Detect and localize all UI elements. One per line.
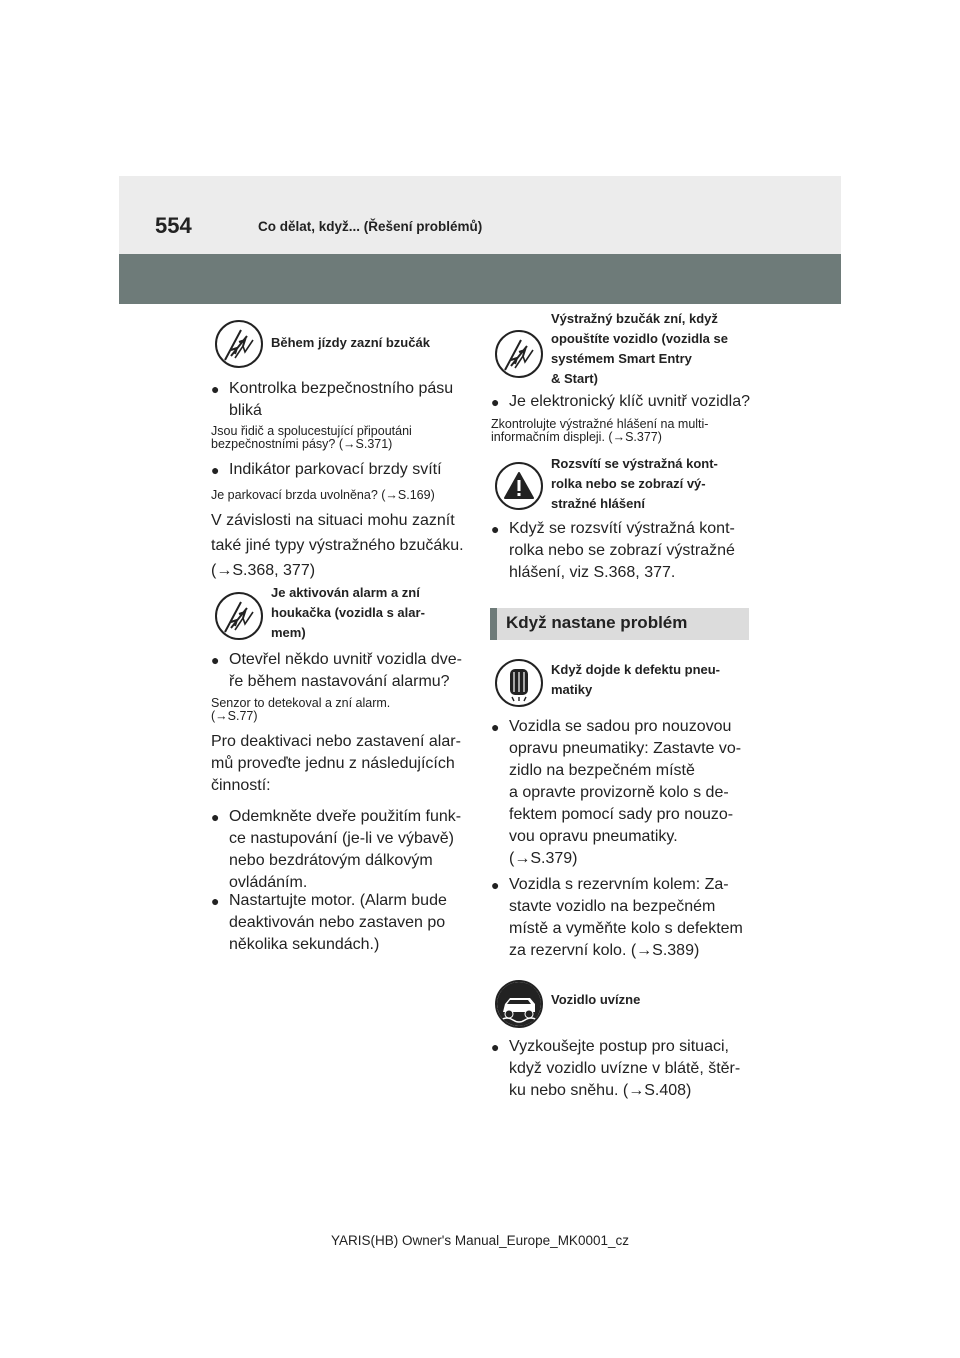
icon-caption-line: rolka nebo se zobrazí vý- — [551, 476, 706, 491]
icon-caption-line: Když dojde k defektu pneu- — [551, 662, 721, 677]
list-item-line: hlášení, viz S.368, 377. — [509, 564, 676, 581]
list-item-line: Odemkněte dveře použitím funk- — [229, 808, 462, 825]
list-item-line: zidlo na bezpečném místě — [509, 762, 695, 779]
list-item-line: fektem pomocí sady pro nouzo- — [509, 806, 734, 823]
bullet-dot: ● — [491, 877, 500, 893]
paragraph-line: činností: — [211, 777, 271, 794]
list-item-line: (→S.379) — [509, 850, 578, 867]
list-item-line: a opravte provizorně kolo s de- — [509, 784, 729, 801]
paragraph-line: také jiné typy výstražného bzučáku. — [211, 537, 464, 554]
list-item — [491, 874, 761, 962]
list-item — [491, 518, 761, 584]
footer: YARIS(HB) Owner's Manual_Europe_MK0001_cz — [331, 1233, 629, 1248]
buzzer-icon — [215, 320, 263, 368]
alarm-icon — [215, 592, 263, 640]
list-item-line: opravu pneumatiky: Zastavte vo- — [509, 740, 742, 757]
note-line: Zkontrolujte výstražné hlášení na multi- — [491, 417, 709, 431]
icon-caption: Vozidlo uvízne — [551, 992, 641, 1007]
list-item — [491, 716, 761, 870]
list-item-line: Vozidla se sadou pro nouzovou — [509, 718, 732, 735]
list-item-line: za rezervní kolo. (→S.389) — [509, 942, 700, 959]
paragraph-line: V závislosti na situaci mohu zaznít — [211, 512, 455, 529]
icon-caption-line: systémem Smart Entry — [551, 351, 692, 366]
icon-caption-line: Je aktivován alarm a zní — [271, 585, 420, 600]
list-item-line: ce nastupování (je-li ve výbavě) — [229, 830, 454, 847]
section-heading — [490, 608, 749, 640]
list-item-line: deaktivován nebo zastaven po — [229, 914, 446, 931]
list-item-line: místě a vyměňte kolo s defektem — [509, 920, 743, 937]
paragraph — [211, 510, 464, 582]
list-item — [491, 391, 761, 413]
list-item-line: Když se rozsvítí výstražná kont- — [509, 520, 735, 537]
list-item-line: Vyzkoušejte postup pro situaci, — [509, 1038, 729, 1055]
list-item-line: ovládáním. — [229, 874, 308, 891]
icon-caption: Během jízdy zazní bzučák — [271, 335, 430, 350]
paragraph — [211, 731, 461, 797]
list-item-line: několika sekundách.) — [229, 936, 380, 953]
note-line: Jsou řidič a spolucestující připoutáni — [211, 424, 412, 438]
list-item — [211, 649, 476, 693]
list-item-line: Je elektronický klíč uvnitř vozidla? — [509, 393, 750, 410]
list-item — [211, 459, 476, 481]
note-line: (→S.77) — [211, 709, 258, 723]
buzzer-icon — [495, 330, 543, 378]
paragraph-line: Pro deaktivaci nebo zastavení alar- — [211, 733, 461, 750]
icon-caption-line: houkačka (vozidla s alar- — [271, 605, 425, 620]
note — [211, 697, 390, 723]
note-line: Senzor to detekoval a zní alarm. — [211, 696, 391, 710]
warning-icon — [495, 462, 543, 510]
list-item-line: Indikátor parkovací brzdy svítí — [229, 461, 442, 478]
list-item-line: ku nebo sněhu. (→S.408) — [509, 1082, 692, 1099]
header-band — [119, 176, 841, 254]
list-item — [211, 806, 476, 894]
bullet-dot: ● — [211, 652, 220, 668]
header-dark-band — [119, 254, 841, 304]
icon-caption-line: opouštíte vozidlo (vozidla se — [551, 331, 728, 346]
icon-caption — [551, 309, 728, 389]
list-item — [491, 1036, 761, 1102]
list-item-line: Otevřel někdo uvnitř vozidla dve- — [229, 651, 462, 668]
paragraph-line: (→S.368, 377) — [211, 562, 316, 579]
bullet-dot: ● — [491, 1039, 500, 1055]
list-item-line: bliká — [229, 402, 262, 419]
page-title: Co dělat, když... (Řešení problémů) — [258, 219, 483, 234]
icon-caption — [271, 583, 425, 643]
list-item-line: rolka nebo se zobrazí výstražné — [509, 542, 735, 559]
list-item — [211, 378, 476, 422]
bullet-dot: ● — [211, 893, 220, 909]
list-item-line: Vozidla s rezervním kolem: Za- — [509, 876, 729, 893]
list-item-line: ře během nastavování alarmu? — [229, 673, 450, 690]
icon-caption — [551, 454, 718, 514]
list-item-line: nebo bezdrátovým dálkovým — [229, 852, 433, 869]
icon-caption-line: Rozsvítí se výstražná kont- — [551, 456, 718, 471]
icon-caption-line: stražné hlášení — [551, 496, 645, 511]
paragraph-line: mů proveďte jednu z následujících — [211, 755, 455, 772]
stuck-car-icon — [495, 980, 543, 1028]
icon-caption-line: Výstražný bzučák zní, když — [551, 311, 718, 326]
icon-caption — [551, 660, 720, 700]
bullet-dot: ● — [491, 719, 500, 735]
note-line: informačním displeji. (→S.377) — [491, 430, 662, 444]
tire-icon — [495, 659, 543, 707]
icon-caption-line: & Start) — [551, 371, 598, 386]
note — [491, 418, 708, 444]
bullet-dot: ● — [211, 809, 220, 825]
icon-caption-line: matiky — [551, 682, 593, 697]
note-line: bezpečnostními pásy? (→S.371) — [211, 437, 393, 451]
bullet-dot: ● — [491, 521, 500, 537]
note — [211, 425, 412, 451]
page-number: 554 — [155, 213, 192, 238]
bullet-dot: ● — [211, 462, 220, 478]
section-accent — [490, 608, 497, 640]
icon-caption-line: mem) — [271, 625, 306, 640]
note: Je parkovací brzda uvolněna? (→S.169) — [211, 488, 435, 502]
list-item-line: Nastartujte motor. (Alarm bude — [229, 892, 447, 909]
list-item — [211, 890, 476, 956]
bullet-dot: ● — [491, 394, 500, 410]
bullet-dot: ● — [211, 381, 220, 397]
list-item-line: vou opravu pneumatiky. — [509, 828, 678, 845]
list-item-line: Kontrolka bezpečnostního pásu — [229, 380, 454, 397]
list-item-line: stavte vozidlo na bezpečném — [509, 898, 716, 915]
section-title: Když nastane problém — [506, 613, 688, 632]
list-item-line: když vozidlo uvízne v blátě, štěr- — [509, 1060, 741, 1077]
